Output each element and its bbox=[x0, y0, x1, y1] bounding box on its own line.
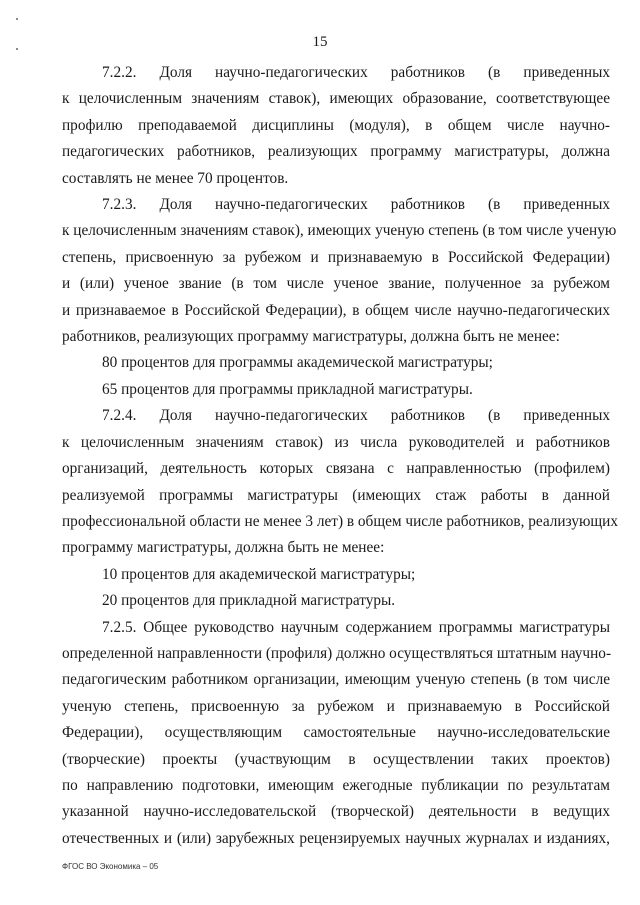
text-line: определенной направленности (профиля) должно осуществляться штатным научно- bbox=[62, 644, 612, 662]
paragraph bbox=[62, 562, 610, 588]
text-line: реализуемой программы магистратуры (имеющих стаж работы в данной bbox=[62, 486, 610, 504]
text-line: 65 процентов для программы прикладной магистратуры. bbox=[102, 380, 473, 398]
text-line: и (или) ученое звание (в том числе ученое звание, полученное за рубежом bbox=[62, 275, 610, 293]
paragraph bbox=[62, 377, 610, 403]
text-line: по направлению подготовки, имеющим ежегодные публикации по результатам bbox=[62, 776, 610, 794]
text-line: и признаваемое в Российской Федерации), в общем числе научно-педагогических bbox=[62, 301, 610, 319]
text-line: работников, реализующих программу магистратуры, должна быть не менее: bbox=[62, 328, 560, 346]
text-line: программу магистратуры, должна быть не менее: bbox=[62, 539, 385, 557]
document-body bbox=[62, 60, 619, 852]
paragraph bbox=[62, 615, 610, 853]
text-line: 7.2.4. Доля научно-педагогических работников (в приведенных bbox=[102, 407, 610, 425]
text-line: 7.2.2. Доля научно-педагогических работников (в приведенных bbox=[102, 64, 610, 81]
text-line: отечественных и (или) зарубежных рецензируемых научных журналах и изданиях, bbox=[62, 829, 610, 847]
page-number: 15 bbox=[312, 34, 328, 50]
text-line: к целочисленным значениям ставок) из числа руководителей и работников bbox=[62, 433, 610, 451]
document-footer: ФГОС ВО Экономика – 05 bbox=[62, 862, 159, 871]
text-line: к целочисленным значениям ставок), имеющих ученую степень (в том числе ученую bbox=[62, 222, 617, 240]
text-line: степень, присвоенную за рубежом и признаваемую в Российской Федерации) bbox=[62, 248, 610, 266]
text-line: (творческие) проекты (участвующим в осуществлении таких проектов) bbox=[62, 750, 610, 768]
text-line: 7.2.3. Доля научно-педагогических работников (в приведенных bbox=[102, 196, 610, 214]
text-line: составлять не менее 70 процентов. bbox=[62, 169, 289, 187]
text-line: Федерации), осуществляющим самостоятельные научно-исследовательские bbox=[62, 724, 610, 742]
paragraph bbox=[62, 192, 617, 350]
text-line: 7.2.5. Общее руководство научным содержанием программы магистратуры bbox=[102, 618, 610, 636]
paragraph bbox=[62, 403, 619, 561]
paragraph bbox=[62, 350, 610, 376]
text-line: педагогических работников, реализующих программу магистратуры, должна bbox=[62, 143, 610, 161]
text-line: организаций, деятельность которых связана с направленностью (профилем) bbox=[62, 460, 610, 478]
text-line: к целочисленным значениям ставок), имеющих образование, соответствующее bbox=[62, 90, 610, 108]
text-line: ученую степень, присвоенную за рубежом и признаваемую в Российской bbox=[62, 697, 610, 715]
paragraph bbox=[62, 60, 610, 192]
text-line: 10 процентов для академической магистратуры; bbox=[102, 565, 416, 583]
text-line: педагогическим работником организации, имеющим ученую степень (в том числе bbox=[62, 671, 610, 689]
text-line: 80 процентов для программы академической магистратуры; bbox=[102, 354, 493, 372]
text-line: профилю преподаваемой дисциплины (модуля), в общем числе научно- bbox=[62, 116, 610, 134]
text-line: указанной научно-исследовательской (творческой) деятельности в ведущих bbox=[62, 803, 610, 821]
text-line: профессиональной области не менее 3 лет) в общем числе работников, реализующих bbox=[62, 512, 619, 530]
paragraph bbox=[62, 588, 610, 614]
text-line: 20 процентов для прикладной магистратуры. bbox=[102, 592, 396, 610]
scan-speck bbox=[16, 18, 18, 20]
